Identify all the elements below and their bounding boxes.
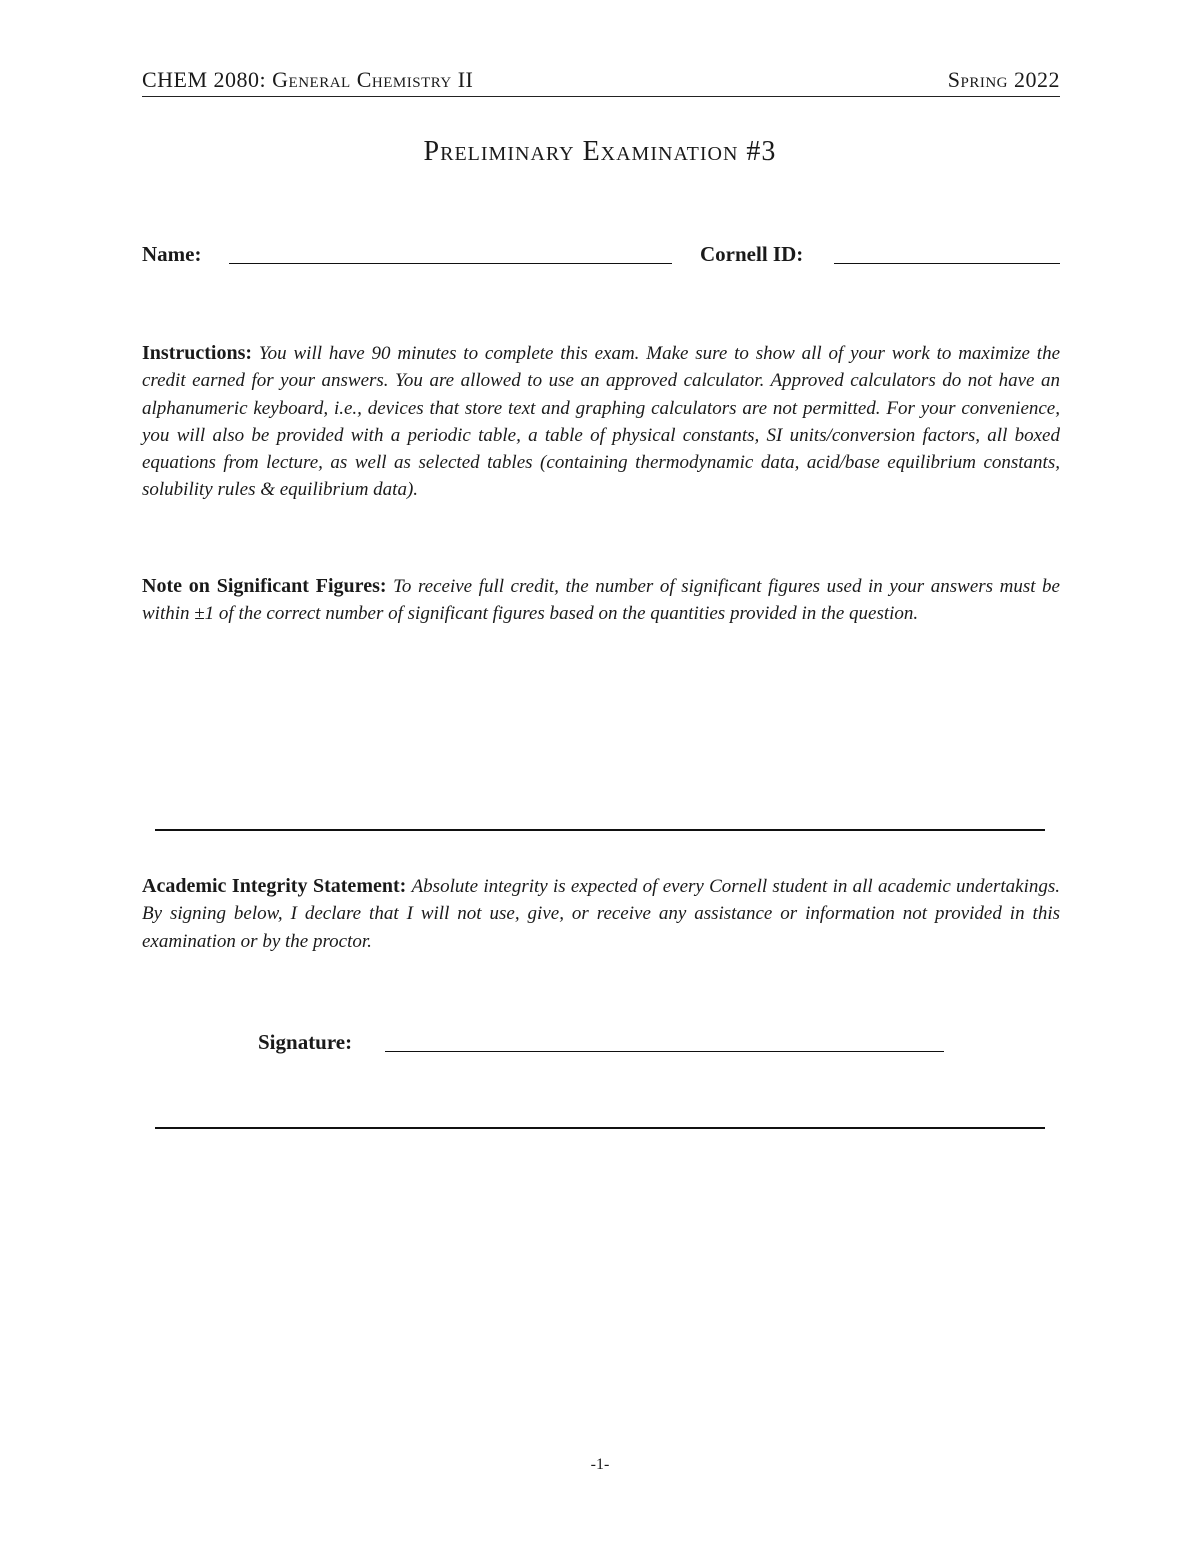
integrity-paragraph: [142, 873, 1060, 955]
signature-label: Signature:: [258, 1030, 353, 1054]
name-blank[interactable]: [229, 263, 672, 264]
instructions-label: Instructions:: [142, 342, 253, 364]
sig-figs-paragraph: [142, 573, 1060, 628]
page-number: -1-: [590, 1456, 610, 1473]
sig-figs-label: Note on Significant Figures:: [142, 575, 387, 597]
section-divider-top: [155, 829, 1045, 831]
term-label: Spring 2022: [947, 67, 1060, 92]
student-info-row: [142, 242, 1060, 272]
section-divider-bottom: [155, 1127, 1045, 1129]
cornell-id-blank[interactable]: [834, 263, 1060, 264]
integrity-text: Absolute integrity is expected of every Cornell student in all academic undertakings. By signing below, I declare that I will not use, give, or receive any assistance or information not provided in this examination or by the proctor.: [142, 876, 1060, 952]
instructions-text: You will have 90 minutes to complete this exam. Make sure to show all of your work to maximize the credit earned for your answers. You are allowed to use an approved calculator. Approved calculators do not have an alphanumeric keyboard, i.e., devices that store text and graphing calculators are not permitted. For your convenience, you will also be provided with a periodic table, a table of physical constants, SI units/conversion factors, all boxed equations from lecture, as well as selected tables (containing thermodynamic data, acid/base equilibrium constants, solubility rules & equilibrium data).: [142, 343, 1060, 501]
course-title: CHEM 2080: General Chemistry II: [142, 67, 474, 92]
exam-title: Preliminary Examination #3: [423, 136, 777, 167]
running-header: [142, 66, 1060, 97]
cornell-id-label: Cornell ID:: [700, 242, 804, 266]
signature-row: [258, 1030, 944, 1060]
instructions-paragraph: [142, 340, 1060, 504]
integrity-label: Academic Integrity Statement:: [142, 875, 407, 897]
signature-blank[interactable]: [385, 1051, 944, 1052]
sig-figs-text: To receive full credit, the number of significant figures used in your answers must be within ±1 of the correct number of significant figures based on the quantities provided in the question.: [142, 576, 1060, 625]
name-label: Name:: [142, 242, 202, 266]
